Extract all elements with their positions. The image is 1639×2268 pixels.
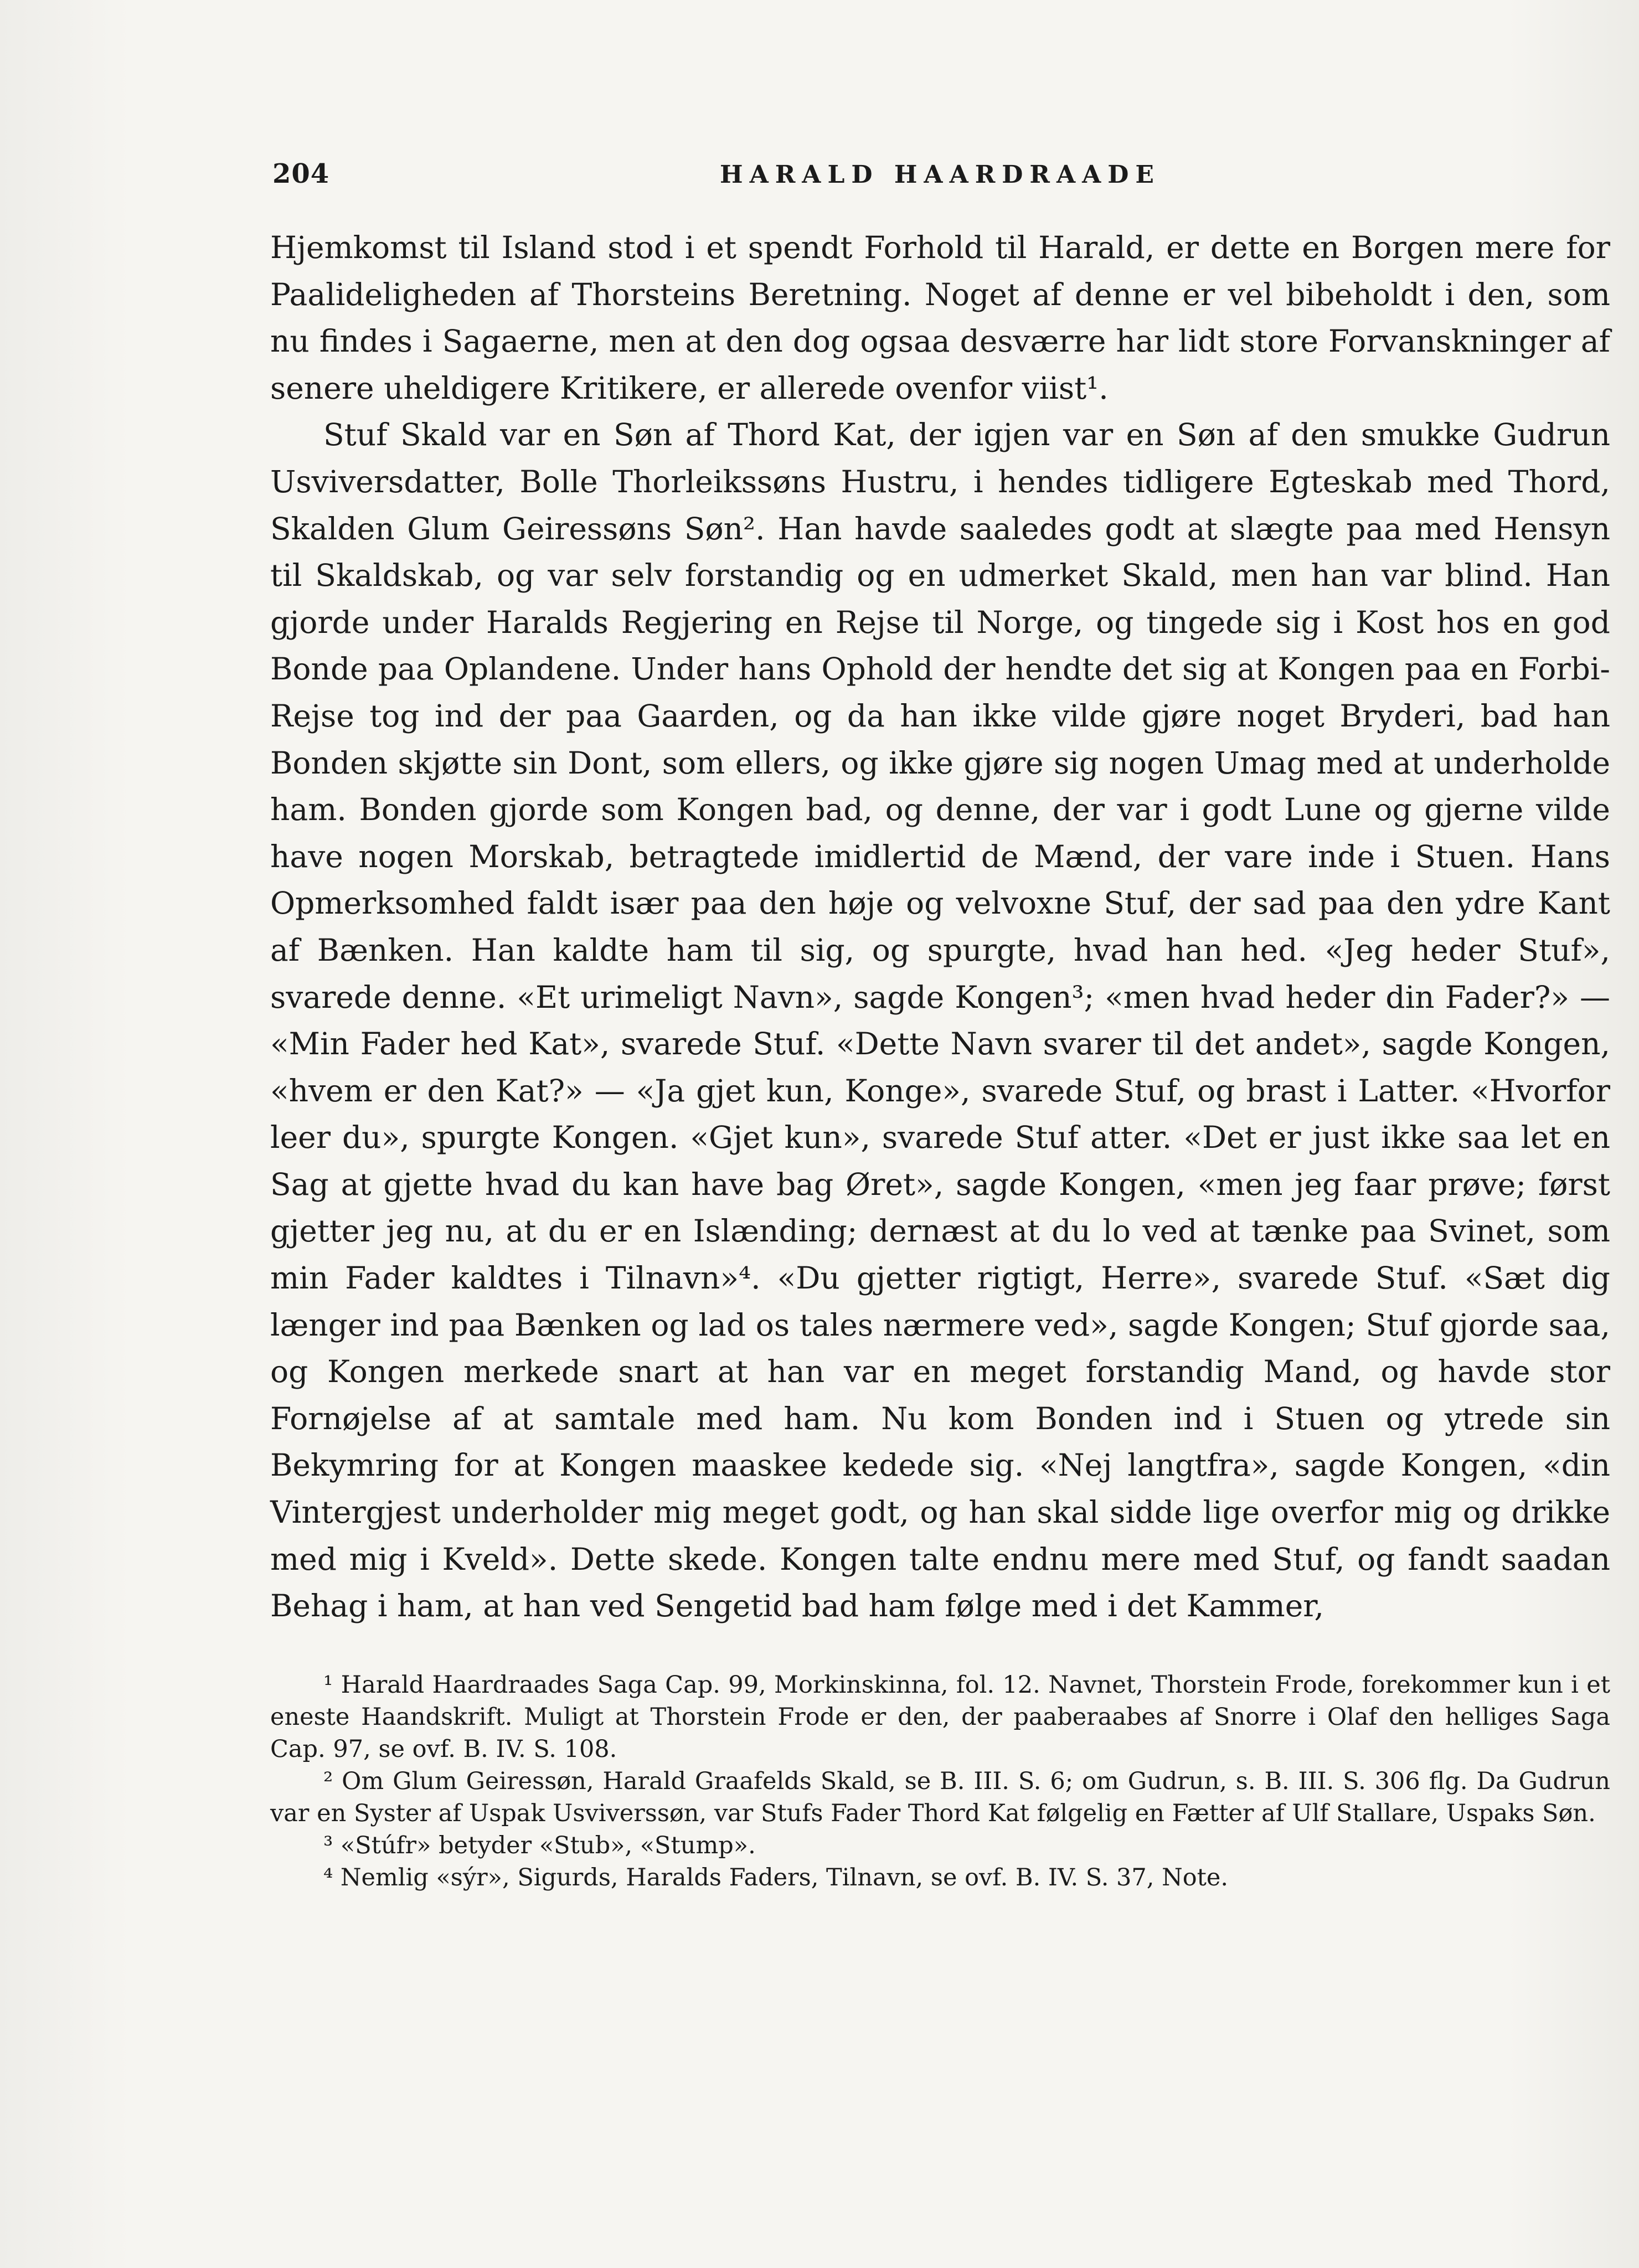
footnote-1: ¹ Harald Haardraades Saga Cap. 99, Morkinskinna, fol. 12. Navnet, Thorstein Frode, forekommer kun i et eneste Haandskrift. Muligt at Thorstein Frode er den, der paaberaabes af Snorre i Olaf den helliges Saga Cap. 97, se ovf. B. IV. S. 108. [270,1671,1610,1763]
paragraph-1: Hjemkomst til Island stod i et spendt Forhold til Harald, er dette en Borgen mere for Paalideligheden af Thorsteins Beretning. Noget af denne er vel bibeholdt i den, som nu findes i Sagaerne, men at den dog ogsaa desværre har lidt store Forvanskninger af senere uheldigere Kritikere, er allerede ovenfor viist¹. [270,230,1610,406]
footnote-2: ² Om Glum Geiressøn, Harald Graafelds Skald, se B. III. S. 6; om Gudrun, s. B. III. S. 306 flg. Da Gudrun var en Syster af Uspak Usviverssøn, var Stufs Fader Thord Kat følgelig en Fætter af Ulf Stallare, Uspaks Søn. [270,1767,1610,1827]
footnotes [270,1669,1610,1894]
running-title: HARALD HAARDRAADE [720,161,1161,189]
running-head [272,158,1608,197]
footnote-3: ³ «Stúfr» betyder «Stub», «Stump». [323,1832,756,1859]
paragraph-2: Stuf Skald var en Søn af Thord Kat, der igjen var en Søn af den smukke Gudrun Usviversdatter, Bolle Thorleikssøns Hustru, i hendes tidligere Egteskab med Thord, Skalden Glum Geiressøns Søn². Han havde saaledes godt at slægte paa med Hensyn til Skaldskab, og var selv forstandig og en udmerket Skald, men han var blind. Han gjorde under Haralds Regjering en Rejse til Norge, og tingede sig i Kost hos en god Bonde paa Oplandene. Under hans Ophold der hendte det sig at Kongen paa en Forbi-Rejse tog ind der paa Gaarden, og da han ikke vilde gjøre noget Bryderi, bad han Bonden skjøtte sin Dont, som ellers, og ikke gjøre sig nogen Umag med at underholde ham. Bonden gjorde som Kongen bad, og denne, der var i godt Lune og gjerne vilde have nogen Morskab, betragtede imidlertid de Mænd, der vare inde i Stuen. Hans Opmerksomhed faldt især paa den høje og velvoxne Stuf, der sad paa den ydre Kant af Bænken. Han kaldte ham til sig, og spurgte, hvad han hed. «Jeg heder Stuf», svarede denne. «Et urimeligt Navn», sagde Kongen³; «men hvad heder din Fader?» — «Min Fader hed Kat», svarede Stuf. «Dette Navn svarer til det andet», sagde Kongen, «hvem er den Kat?» — «Ja gjet kun, Konge», svarede Stuf, og brast i Latter. «Hvorfor leer du», spurgte Kongen. «Gjet kun», svarede Stuf atter. «Det er just ikke saa let en Sag at gjette hvad du kan have bag Øret», sagde Kongen, «men jeg faar prøve; først gjetter jeg nu, at du er en Islænding; dernæst at du lo ved at tænke paa Svinet, som min Fader kaldtes i Tilnavn»⁴. «Du gjetter rigtigt, Herre», svarede Stuf. «Sæt dig længer ind paa Bænken og lad os tales nærmere ved», sagde Kongen; Stuf gjorde saa, og Kongen merkede snart at han var en meget forstandig Mand, og havde stor Fornøjelse af at samtale med ham. Nu kom Bonden ind i Stuen og ytrede sin Bekymring for at Kongen maaskee kedede sig. «Nej langtfra», sagde Kongen, «din Vintergjest underholder mig meget godt, og han skal sidde lige overfor mig og drikke med mig i Kveld». Dette skede. Kongen talte endnu mere med Stuf, og fandt saadan Behag i ham, at han ved Sengetid bad ham følge med i det Kammer, [270,417,1610,1624]
main-text [270,224,1610,1630]
footnote-4: ⁴ Nemlig «sýr», Sigurds, Haralds Faders, Tilnavn, se ovf. B. IV. S. 37, Note. [323,1864,1228,1891]
page-number: 204 [272,158,330,189]
